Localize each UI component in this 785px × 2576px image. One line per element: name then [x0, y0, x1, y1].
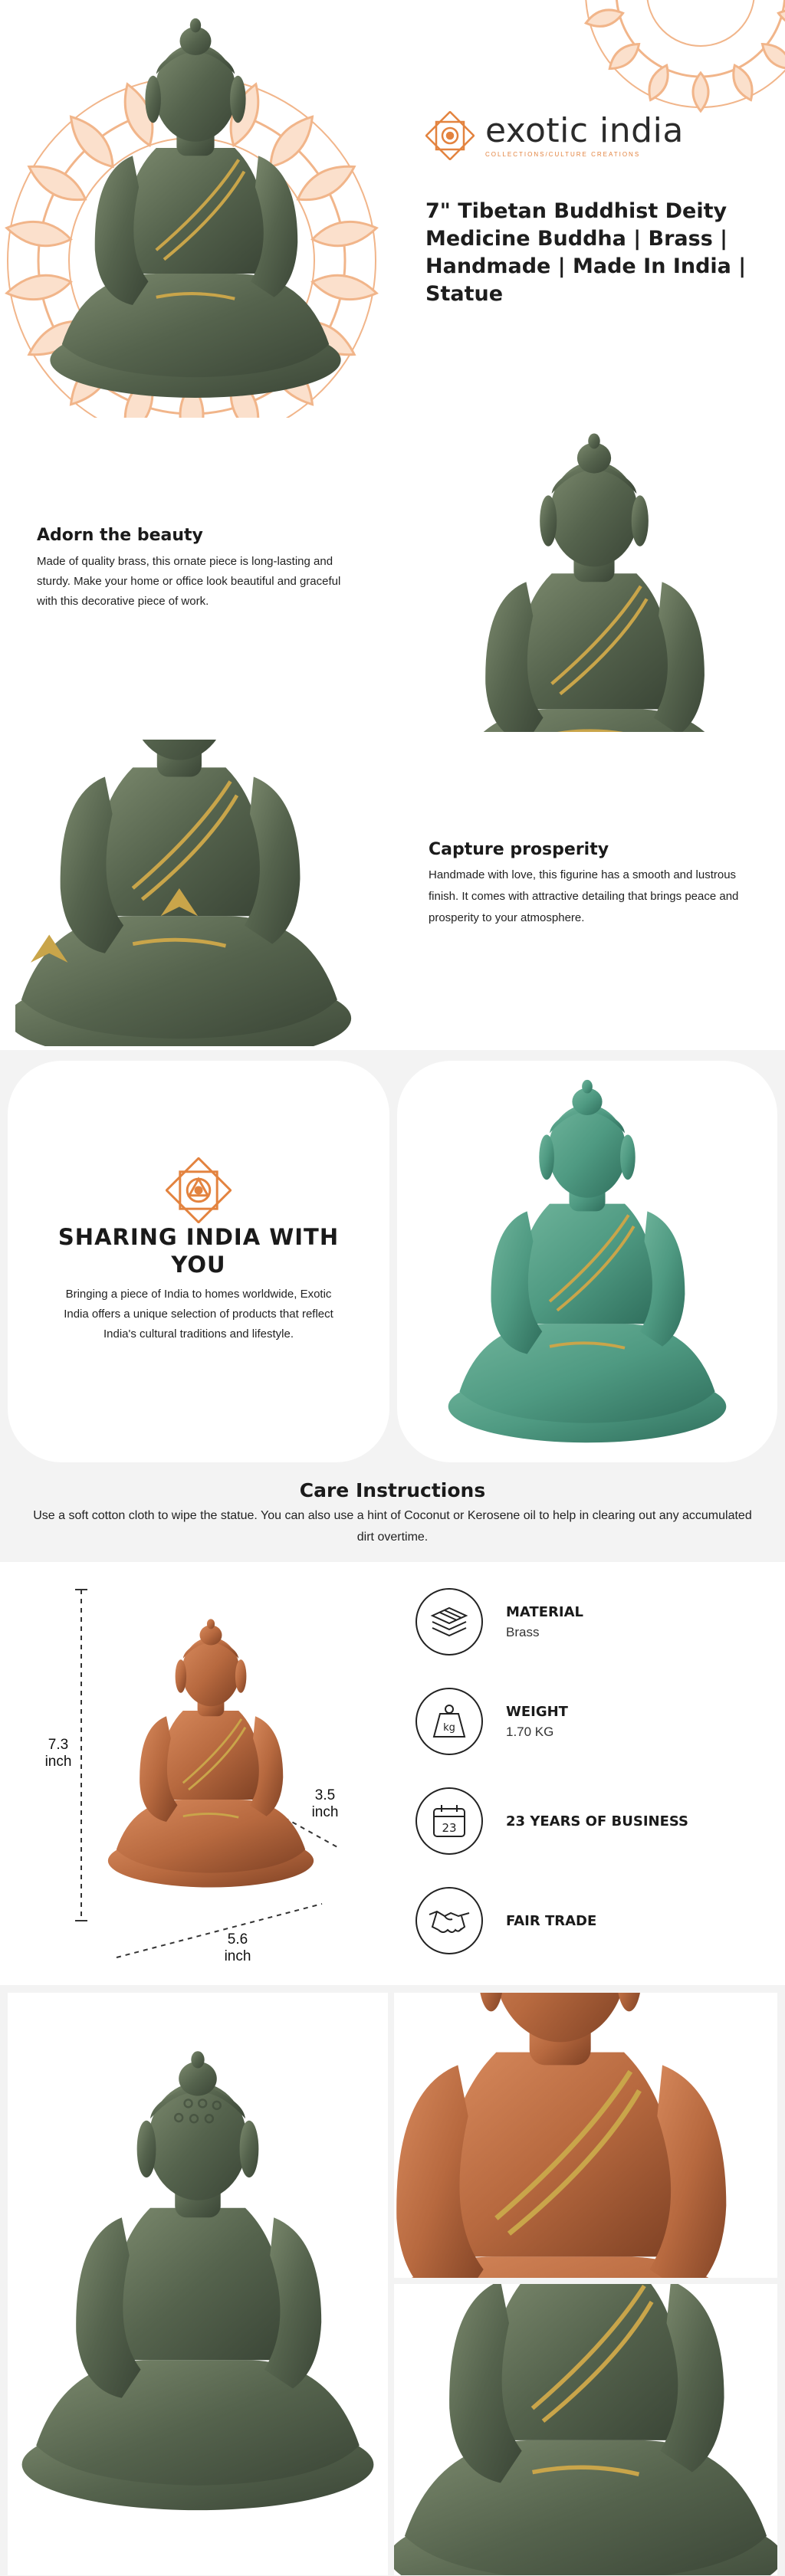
- depth-value: 3.5: [314, 1787, 336, 1803]
- care-text: Use a soft cotton cloth to wipe the statue. You can also use a hint of Coconut or Kerosene oil to help in clearing out any accumulated dirt overtime.: [33, 1509, 752, 1544]
- logo-emblem-icon: [425, 111, 475, 160]
- depth-dimension-label: [301, 1787, 350, 1821]
- width-unit: inch: [224, 1948, 251, 1964]
- feature-years-label: 23 YEARS OF BUSINESS: [506, 1813, 689, 1829]
- height-value: 7.3: [48, 1737, 69, 1753]
- adorn-heading: Adorn the beauty: [37, 526, 203, 545]
- feature-weight-label: WEIGHT: [506, 1703, 568, 1720]
- sharing-text: Bringing a piece of India to homes worldwide, Exotic India offers a unique selection of products that reflect India's cultural traditions and lifestyle.: [64, 1288, 333, 1341]
- width-dimension-label: [213, 1931, 262, 1965]
- feature-weight: [415, 1688, 568, 1755]
- prosperity-text: Handmade with love, this figurine has a smooth and lustrous finish. It comes with attractive detailing that brings peace and prosperity to your atmosphere.: [429, 868, 739, 924]
- gallery-back-view-image: [8, 1993, 388, 2575]
- height-dimension-label: [34, 1737, 83, 1770]
- calendar-icon-text: 23: [442, 1821, 457, 1835]
- statue-closeup-face-image: [475, 429, 713, 732]
- verdigris-statue-card: [397, 1061, 777, 1462]
- width-value: 5.6: [227, 1931, 248, 1948]
- feature-material-label: MATERIAL: [506, 1603, 583, 1620]
- feature-years: [415, 1787, 688, 1855]
- feature-fair-trade: [415, 1887, 596, 1954]
- brand-logo[interactable]: [425, 111, 684, 160]
- feature-material-value: Brass: [506, 1624, 540, 1639]
- sharing-heading: SHARING INDIA WITH YOU: [57, 1224, 340, 1278]
- hero-section: [0, 0, 785, 418]
- verdigris-statue-image: [434, 1076, 741, 1452]
- weight-icon: [415, 1688, 483, 1755]
- weight-icon-text: kg: [443, 1722, 455, 1734]
- feature-fair-trade-label: FAIR TRADE: [506, 1912, 597, 1929]
- care-heading: Care Instructions: [299, 1479, 486, 1501]
- mandala-decor-right: [570, 0, 785, 115]
- yantra-emblem-icon: [166, 1157, 232, 1223]
- product-title: 7" Tibetan Buddhist Deity Medicine Buddha | Brass | Handmade | Made In India | Statue: [425, 199, 747, 306]
- layers-icon: [415, 1588, 483, 1656]
- feature-material: [415, 1588, 583, 1656]
- statue-closeup-torso-image: [15, 740, 362, 1046]
- prosperity-heading: Capture prosperity: [429, 840, 609, 859]
- height-unit: inch: [44, 1754, 72, 1770]
- depth-unit: inch: [311, 1804, 339, 1820]
- gallery-copper-closeup-image: [394, 1993, 777, 2278]
- feature-weight-value: 1.70 KG: [506, 1724, 554, 1739]
- brand-name: exotic india: [485, 110, 684, 150]
- handshake-icon: [415, 1887, 483, 1954]
- copper-statue-image: [100, 1587, 322, 1924]
- adorn-text: Made of quality brass, this ornate piece is long-lasting and sturdy. Make your home or office look beautiful and graceful with this decorative piece of work.: [37, 555, 341, 608]
- hero-statue-image: [38, 8, 353, 414]
- calendar-icon: [415, 1787, 483, 1855]
- gallery-bronze-closeup-image: [394, 2284, 777, 2575]
- brand-tagline: COLLECTIONS/CULTURE CREATIONS: [485, 150, 641, 158]
